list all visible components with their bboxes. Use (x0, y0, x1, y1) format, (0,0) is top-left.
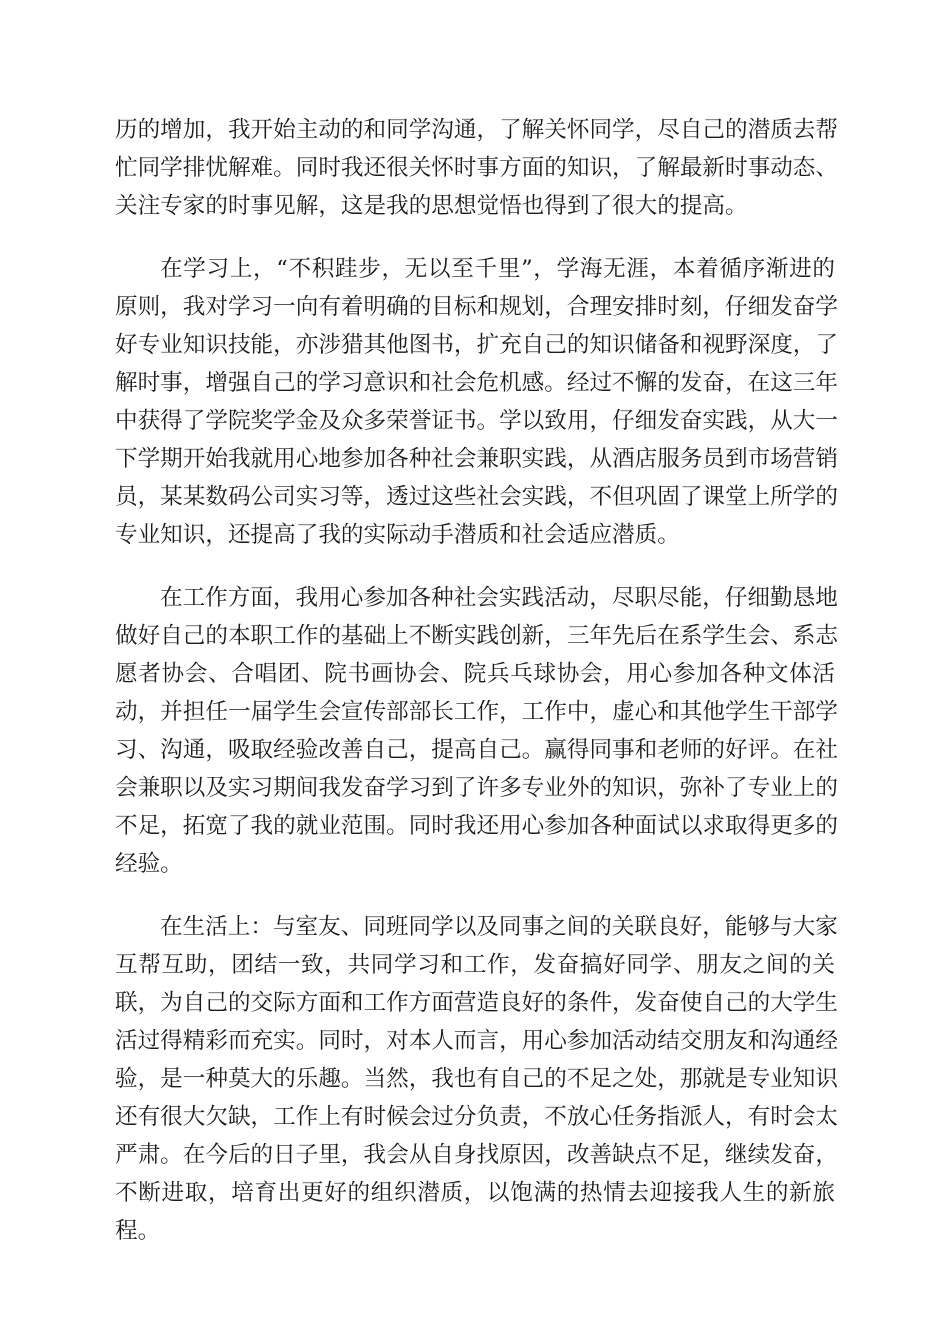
text-line: 程。 (115, 1218, 161, 1244)
text-line: 中获得了学院奖学金及众多荣誉证书。学以致用，仔细发奋实践，从大一 (115, 408, 838, 434)
text-line: 好专业知识技能，亦涉猎其他图书，扩充自己的知识储备和视野深度，了 (115, 332, 838, 358)
text-line: 员，某某数码公司实习等，透过这些社会实践，不但巩固了课堂上所学的 (115, 484, 838, 510)
text-line: 关注专家的时事见解，这是我的思想觉悟也得到了很大的提高。 (115, 193, 748, 219)
text-line: 习、沟通，吸取经验改善自己，提高自己。赢得同事和老师的好评。在社 (115, 737, 838, 763)
text-line: 原则，我对学习一向有着明确的目标和规划，合理安排时刻，仔细发奋学 (115, 294, 838, 320)
text-line: 动，并担任一届学生会宣传部部长工作，工作中，虚心和其他学生干部学 (115, 699, 838, 725)
text-line: 在学习上，“不积跬步，无以至千里”，学海无涯，本着循序渐进的 (160, 256, 835, 282)
text-line: 下学期开始我就用心地参加各种社会兼职实践，从酒店服务员到市场营销 (115, 446, 838, 472)
document-body (115, 111, 838, 1250)
text-line: 严肃。在今后的日子里，我会从自身找原因，改善缺点不足，继续发奋， (115, 1142, 838, 1168)
text-line: 活过得精彩而充实。同时，对本人而言，用心参加活动结交朋友和沟通经 (115, 1028, 838, 1054)
text-line: 不足，拓宽了我的就业范围。同时我还用心参加各种面试以求取得更多的 (115, 813, 838, 839)
text-line: 验，是一种莫大的乐趣。当然，我也有自己的不足之处，那就是专业知识 (115, 1066, 838, 1092)
text-line: 解时事，增强自己的学习意识和社会危机感。经过不懈的发奋，在这三年 (115, 370, 838, 396)
text-line: 愿者协会、合唱团、院书画协会、院兵乓球协会，用心参加各种文体活 (115, 661, 835, 687)
paragraph-life (115, 908, 838, 1250)
text-line: 专业知识，还提高了我的实际动手潜质和社会适应潜质。 (115, 522, 680, 548)
paragraph-study (115, 250, 838, 554)
text-line: 还有很大欠缺，工作上有时候会过分负责，不放心任务指派人，有时会太 (115, 1104, 838, 1130)
text-line: 经验。 (115, 851, 183, 877)
paragraph-continuation (115, 111, 838, 225)
text-line: 会兼职以及实习期间我发奋学习到了许多专业外的知识，弥补了专业上的 (115, 775, 838, 801)
paragraph-work (115, 579, 838, 883)
text-line: 联，为自己的交际方面和工作方面营造良好的条件，发奋使自己的大学生 (115, 990, 838, 1016)
text-line: 在生活上：与室友、同班同学以及同事之间的关联良好，能够与大家 (160, 914, 838, 940)
text-line: 在工作方面，我用心参加各种社会实践活动，尽职尽能，仔细勤恳地 (160, 585, 838, 611)
text-line: 不断进取，培育出更好的组织潜质，以饱满的热情去迎接我人生的新旅 (115, 1180, 835, 1206)
text-line: 历的增加，我开始主动的和同学沟通，了解关怀同学，尽自己的潜质去帮 (115, 117, 838, 143)
text-line: 忙同学排忧解难。同时我还很关怀时事方面的知识，了解最新时事动态、 (115, 155, 838, 181)
text-line: 互帮互助，团结一致，共同学习和工作，发奋搞好同学、朋友之间的关 (115, 952, 835, 978)
text-line: 做好自己的本职工作的基础上不断实践创新，三年先后在系学生会、系志 (115, 623, 838, 649)
